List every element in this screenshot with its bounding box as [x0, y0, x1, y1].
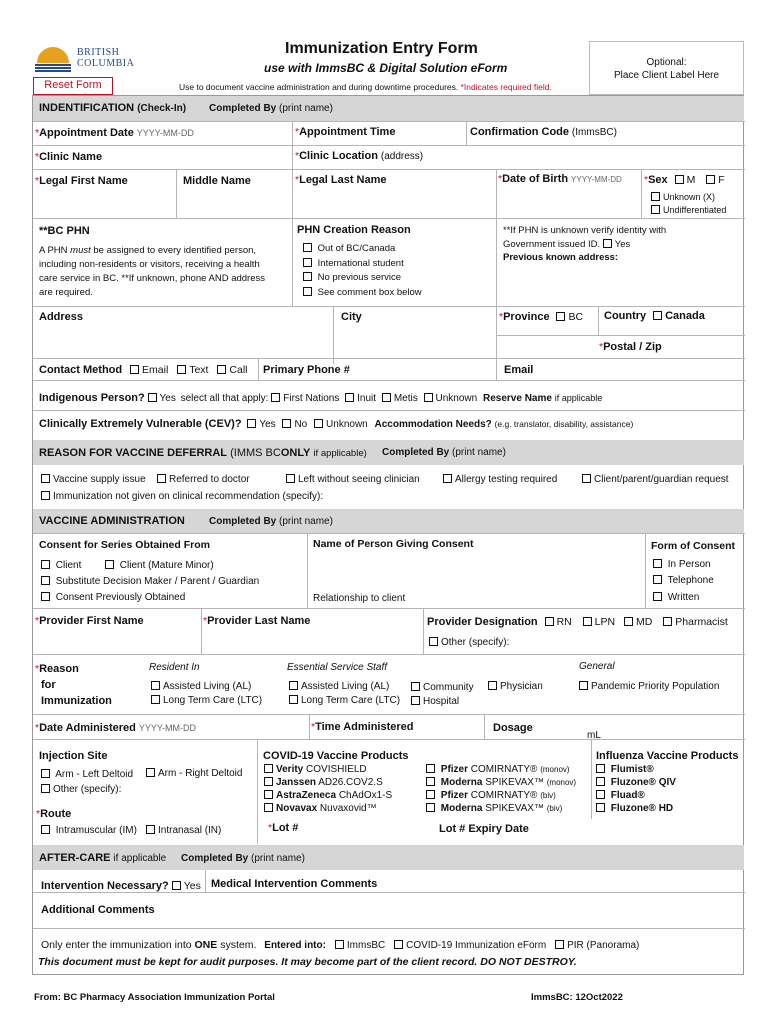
sun-icon — [33, 45, 73, 73]
clinic-location-field[interactable]: *Clinic Location (address) — [295, 150, 424, 162]
instruction-text: Use to document vaccine administration and during downtime procedures. — [179, 82, 459, 92]
form-instruction — [179, 82, 552, 92]
form-subtitle: use with ImmsBC & Digital Solution eForm — [264, 61, 508, 75]
injection-site-label: Injection Site — [39, 750, 108, 762]
reserve-if-applicable: if applicable — [554, 393, 603, 403]
reason-3: Immunization — [41, 695, 112, 707]
aftercare-completed-by[interactable] — [181, 853, 305, 864]
address-sub: (address) — [380, 151, 424, 162]
staff-al-label: Assisted Living (AL) — [301, 681, 390, 692]
intervention-label: Intervention Necessary? — [41, 880, 169, 892]
lot-field[interactable]: *Lot # — [268, 822, 299, 834]
cev-yes-label: Yes — [259, 419, 276, 430]
cev-field — [39, 418, 633, 430]
appointment-date-field[interactable]: *Appointment Date YYYY-MM-DD — [35, 127, 194, 139]
metis-checkbox[interactable] — [382, 393, 391, 402]
staff-al-option[interactable] — [289, 681, 389, 692]
intervention-yes-checkbox[interactable] — [172, 881, 181, 890]
country-label: Country — [604, 310, 647, 322]
contact-call-checkbox[interactable] — [217, 365, 226, 374]
dob-format-hint: YYYY-MM-DD — [571, 175, 622, 184]
date-format-hint: YYYY-MM-DD — [136, 128, 194, 138]
pharmacist-label: Pharmacist — [675, 616, 728, 628]
telephone-option[interactable] — [653, 575, 714, 586]
rn-label: RN — [556, 616, 572, 628]
client-label-placeholder: Place Client Label Here — [613, 70, 720, 81]
flumist-label: Flumist® — [610, 764, 654, 775]
fluzone-hd-label: Fluzone® HD — [610, 803, 674, 814]
bc-logo — [33, 45, 135, 75]
sex-unknown-option[interactable] — [651, 192, 715, 202]
audit-notice: This document must be kept for audit purposes. It may become part of the client record. DO NOT DESTROY. — [38, 956, 577, 968]
relationship-field[interactable]: Relationship to client — [313, 593, 406, 604]
phn-note — [39, 244, 289, 300]
appointment-time-label: Appointment Time — [299, 126, 396, 138]
clinic-name-label: Clinic Name — [39, 151, 103, 163]
cev-no-label: No — [294, 419, 308, 430]
reason-1-label: Out of BC/Canada — [317, 243, 396, 254]
sex-m-checkbox[interactable] — [675, 175, 684, 184]
designation-other-label: Other (specify): — [441, 637, 510, 648]
consent-substitute-option[interactable] — [41, 576, 259, 587]
phn-reason-label: PHN Creation Reason — [297, 224, 411, 236]
province-field: *Province BC — [499, 311, 584, 323]
sex-f-label: F — [718, 174, 725, 186]
cev-no-checkbox[interactable] — [282, 419, 291, 428]
admin-completed-by-label: Completed By — [209, 516, 277, 527]
last-name-label: Legal Last Name — [299, 174, 387, 186]
covid-products-list-1 — [264, 763, 392, 815]
entered-into-label: Entered into: — [264, 940, 326, 951]
contact-email-checkbox[interactable] — [130, 365, 139, 374]
verify-line-2: Government issued ID. — [503, 238, 601, 250]
deferral-option-3[interactable] — [286, 474, 420, 485]
primary-phone-field[interactable]: Primary Phone # — [263, 364, 350, 376]
phn-reason-1[interactable] — [303, 242, 422, 257]
appointment-date-label: Appointment Date — [39, 127, 134, 139]
sex-undiff-option[interactable] — [651, 205, 726, 215]
only-enter-2: system. — [220, 939, 257, 951]
novavax-option[interactable] — [264, 802, 392, 815]
pfizer-biv-tag: (biv) — [540, 791, 556, 800]
country-canada-checkbox[interactable] — [653, 311, 662, 320]
md-label: MD — [636, 616, 653, 628]
verity-option[interactable] — [264, 763, 392, 776]
optional-label: Optional: — [646, 57, 687, 68]
identification-completed-by[interactable] — [209, 103, 333, 114]
province-bc-checkbox[interactable] — [556, 312, 565, 321]
route-label: *Route — [36, 808, 72, 820]
dosage-field[interactable]: Dosage — [493, 722, 533, 734]
astrazeneca-option[interactable] — [264, 789, 392, 802]
phn-reason-2[interactable] — [303, 257, 422, 272]
logo-line2: COLUMBIA — [77, 58, 135, 69]
provider-first-label: Provider First Name — [39, 615, 144, 627]
last-name-field[interactable]: *Legal Last Name — [295, 174, 387, 186]
inuit-label: Inuit — [357, 393, 377, 404]
sex-m-label: M — [686, 174, 696, 186]
identification-title-text: INDENTIFICATION — [39, 102, 135, 114]
phn-note-must: must — [70, 245, 91, 256]
resident-al-option[interactable] — [151, 681, 251, 692]
consent-previous-option[interactable] — [41, 592, 185, 603]
novavax-brand: Novavax — [276, 803, 318, 814]
postal-field[interactable]: *Postal / Zip — [599, 341, 662, 353]
checkin-text: (Check-In) — [137, 103, 187, 114]
arm-left-option[interactable] — [41, 769, 133, 780]
pharmacist-checkbox[interactable] — [663, 617, 672, 626]
moderna-biv-product: SPIKEVAX™ — [485, 803, 544, 814]
deferral-opt-2-label: Referred to doctor — [169, 474, 250, 485]
general-label: General — [579, 661, 615, 672]
reserve-name-label[interactable]: Reserve Name — [483, 393, 552, 404]
arm-right-option[interactable] — [146, 768, 242, 779]
inuit-checkbox[interactable] — [345, 393, 354, 402]
contact-method-field — [39, 364, 248, 376]
novavax-product: Nuvaxovid™ — [319, 803, 377, 814]
lot-label: Lot # — [272, 822, 299, 834]
entered-eform-checkbox[interactable] — [394, 940, 403, 949]
pfizer-biv-option[interactable] — [426, 789, 576, 802]
pfizer-mono-brand: Pfizer — [440, 764, 469, 775]
entered-eform-label: COVID-19 Immunization eForm — [406, 940, 547, 951]
administration-completed-by[interactable] — [209, 516, 333, 527]
contact-email-label: Email — [142, 364, 169, 376]
entered-pir-checkbox[interactable] — [555, 940, 564, 949]
only-enter-one: ONE — [194, 939, 218, 951]
designation-other-field[interactable] — [429, 637, 509, 648]
footer-source: From: BC Pharmacy Association Immunization Portal — [34, 992, 275, 1003]
reason-4-label: See comment box below — [317, 286, 422, 298]
indigenous-unknown-checkbox[interactable] — [424, 393, 433, 402]
arm-left-label: Arm - Left Deltoid — [55, 769, 134, 780]
deferral-option-6[interactable] — [41, 491, 323, 502]
consent-client-option[interactable] — [41, 560, 81, 571]
moderna-mono-option[interactable] — [426, 776, 576, 789]
intramuscular-option[interactable] — [41, 825, 137, 836]
reason-1: Reason — [39, 663, 79, 675]
first-name-field[interactable]: *Legal First Name — [35, 175, 128, 187]
phn-reason-4[interactable] — [303, 286, 422, 301]
sex-f-checkbox[interactable] — [706, 175, 715, 184]
staff-community-label: Community — [423, 682, 474, 693]
reason-2-label: International student — [317, 257, 404, 269]
deferral-completed-by-label: Completed By — [382, 447, 450, 458]
footer-version: ImmsBC: 12Oct2022 — [531, 992, 623, 1003]
telephone-label: Telephone — [667, 575, 714, 586]
province-bc-label: BC — [568, 311, 584, 323]
moderna-biv-brand: Moderna — [440, 803, 483, 814]
contact-method-label: Contact Method — [39, 364, 123, 376]
flu-products-list — [596, 763, 676, 815]
completed-by-label: Completed By — [209, 103, 277, 114]
essential-staff-label: Essential Service Staff — [287, 662, 388, 673]
phn-reason-3[interactable] — [303, 271, 422, 286]
entered-immsbc-label: ImmsBC — [346, 940, 386, 951]
phn-note-3: including non-residents or visitors, receiving a health — [39, 259, 260, 270]
sex-label: Sex — [648, 174, 668, 186]
provider-designation-field — [427, 616, 728, 628]
deferral-only: ONLY — [280, 447, 311, 459]
astra-brand: AstraZeneca — [276, 790, 337, 801]
pfizer-mono-option[interactable] — [426, 763, 576, 776]
metis-label: Metis — [393, 393, 418, 404]
phn-reason-options — [303, 242, 422, 300]
dob-field[interactable]: *Date of Birth YYYY-MM-DD — [498, 173, 622, 185]
astra-product: ChAdOx1-S — [338, 790, 393, 801]
phn-note-1: A PHN — [39, 245, 68, 256]
deferral-completed-by[interactable] — [382, 447, 506, 458]
client-label-box[interactable] — [589, 41, 744, 95]
deferral-opt-3-label: Left without seeing clinician — [298, 474, 420, 485]
contact-text-checkbox[interactable] — [177, 365, 186, 374]
in-person-label: In Person — [667, 559, 711, 570]
consent-series-label: Consent for Series Obtained From — [39, 539, 210, 551]
print-name-hint: (print name) — [279, 103, 333, 114]
pandemic-option[interactable] — [579, 681, 719, 692]
reason-3-label: No previous service — [317, 272, 402, 283]
phn-note-2: be assigned to every identified person, — [93, 245, 257, 256]
phn-note-5: are required. — [39, 287, 93, 298]
intervention-field — [41, 880, 201, 892]
verify-yes-checkbox[interactable] — [603, 239, 612, 248]
lpn-checkbox[interactable] — [583, 617, 592, 626]
form-title: Immunization Entry Form — [285, 40, 478, 57]
confirmation-code-label: Confirmation Code — [470, 126, 569, 138]
person-consent-field[interactable]: Name of Person Giving Consent — [313, 538, 474, 550]
entered-immsbc-checkbox[interactable] — [335, 940, 344, 949]
time-admin-label: Time Administered — [315, 721, 414, 733]
rn-checkbox[interactable] — [545, 617, 554, 626]
resident-in-label: Resident In — [149, 662, 200, 673]
covid-products-title: COVID-19 Vaccine Products — [263, 750, 409, 762]
form-consent-label: Form of Consent — [651, 540, 735, 552]
resident-ltc-option[interactable] — [151, 695, 262, 706]
moderna-mono-brand: Moderna — [440, 777, 483, 788]
aftercare-if-applicable: if applicable — [113, 853, 167, 864]
moderna-biv-tag: (biv) — [546, 804, 563, 813]
intranasal-option[interactable] — [146, 825, 221, 836]
staff-ltc-label: Long Term Care (LTC) — [301, 695, 401, 706]
cev-yes-checkbox[interactable] — [247, 419, 256, 428]
pfizer-mono-tag: (monov) — [540, 765, 570, 774]
provider-last-field[interactable]: *Provider Last Name — [203, 615, 311, 627]
select-all-text: select all that apply: — [180, 393, 269, 404]
address-field[interactable]: Address — [39, 311, 84, 323]
md-checkbox[interactable] — [624, 617, 633, 626]
moderna-mono-tag: (monov) — [546, 778, 577, 787]
pfizer-biv-brand: Pfizer — [440, 790, 469, 801]
fluad-option[interactable] — [596, 789, 676, 802]
confirmation-code-field[interactable] — [470, 126, 617, 138]
in-person-option[interactable] — [653, 559, 711, 570]
arm-right-label: Arm - Right Deltoid — [158, 768, 243, 779]
indigenous-yes-label: Yes — [159, 393, 176, 404]
intramuscular-label: Intramuscular (IM) — [55, 825, 137, 836]
janssen-product: AD26.COV2.S — [318, 777, 383, 788]
first-nations-label: First Nations — [283, 393, 340, 404]
flu-products-title: Influenza Vaccine Products — [596, 750, 739, 762]
deferral-option-1[interactable] — [41, 474, 146, 485]
entry-system-line — [41, 939, 639, 951]
verity-brand: Verity — [276, 764, 304, 775]
staff-community-option[interactable] — [411, 682, 474, 693]
deferral-opt-6-label: Immunization not given on clinical recommendation (specify): — [53, 491, 324, 502]
logo-line1: BRITISH — [77, 47, 120, 58]
additional-comments-field[interactable]: Additional Comments — [41, 904, 155, 916]
reason-immunization-label: *Reason for Immunization — [35, 663, 112, 707]
janssen-option[interactable] — [264, 776, 392, 789]
staff-physician-option[interactable] — [488, 681, 543, 692]
janssen-brand: Janssen — [276, 777, 317, 788]
administration-title: VACCINE ADMINISTRATION — [39, 515, 185, 527]
deferral-title-3: if applicable) — [313, 448, 367, 459]
consent-mature-label: Client (Mature Minor) — [119, 560, 214, 571]
dob-label: Date of Birth — [502, 173, 569, 185]
appointment-time-field[interactable]: *Appointment Time — [295, 126, 396, 138]
country-field — [604, 310, 705, 322]
staff-physician-label: Physician — [500, 681, 543, 692]
date-admin-label: Date Administered — [39, 722, 136, 734]
previous-address-label: Previous known address: — [503, 252, 619, 263]
verity-product: COVISHIELD — [306, 764, 367, 775]
verify-yes-label: Yes — [614, 238, 631, 250]
intervention-comments-field[interactable]: Medical Intervention Comments — [211, 878, 378, 890]
bc-phn-field[interactable]: **BC PHN — [39, 225, 90, 237]
phn-verify — [503, 224, 666, 265]
middle-name-field[interactable]: Middle Name — [183, 175, 251, 187]
first-nations-checkbox[interactable] — [271, 393, 280, 402]
postal-label: Postal / Zip — [603, 341, 662, 353]
resident-ltc-label: Long Term Care (LTC) — [163, 695, 263, 706]
accommodation-eg: (e.g. translator, disability, assistance) — [494, 419, 634, 429]
indigenous-field — [39, 392, 602, 404]
pfizer-mono-product: COMIRNATY® — [470, 764, 538, 775]
sex-unknown-label: Unknown (X) — [663, 192, 716, 202]
consent-mature-option[interactable] — [105, 560, 214, 571]
intranasal-label: Intranasal (IN) — [158, 825, 222, 836]
deferral-title — [39, 447, 367, 459]
cev-unknown-label: Unknown — [326, 419, 368, 430]
deferral-title-text: REASON FOR VACCINE DEFERRAL — [39, 447, 228, 459]
indigenous-unknown-label: Unknown — [435, 393, 478, 404]
clinic-name-field[interactable]: *Clinic Name — [35, 151, 103, 163]
flumist-option[interactable] — [596, 763, 676, 776]
site-other-label: Other (specify): — [53, 784, 122, 795]
aftercare-title — [39, 852, 166, 864]
province-label: Province — [503, 311, 550, 323]
entered-pir-label: PIR (Panorama) — [567, 940, 640, 951]
first-name-label: Legal First Name — [39, 175, 128, 187]
pfizer-biv-product: COMIRNATY® — [470, 790, 538, 801]
aftercare-title-text: AFTER-CARE — [39, 852, 111, 864]
verify-line-1: **If PHN is unknown verify identity with — [503, 225, 667, 236]
city-field[interactable]: City — [341, 311, 362, 323]
country-canada-label: Canada — [665, 310, 705, 322]
time-administered-field[interactable]: *Time Administered — [311, 721, 414, 733]
covid-products-list-2 — [426, 763, 576, 815]
written-label: Written — [667, 592, 700, 603]
deferral-opt-1-label: Vaccine supply issue — [53, 474, 146, 485]
moderna-biv-option[interactable] — [426, 802, 576, 815]
consent-previous-label: Consent Previously Obtained — [55, 592, 186, 603]
staff-hospital-label: Hospital — [423, 696, 460, 707]
deferral-print-name: (print name) — [452, 447, 506, 458]
consent-client-label: Client — [55, 560, 82, 571]
indigenous-yes-checkbox[interactable] — [148, 393, 157, 402]
fluzone-qiv-label: Fluzone® QIV — [610, 777, 676, 788]
lpn-label: LPN — [594, 616, 616, 628]
immunization-form — [32, 95, 744, 975]
ml-unit: mL — [587, 730, 601, 741]
intervention-yes-label: Yes — [183, 880, 201, 892]
reason-2: for — [41, 679, 56, 691]
only-enter-1: Only enter the immunization into — [41, 939, 192, 951]
deferral-title-2: (IMMS BC — [230, 447, 281, 459]
staff-ltc-option[interactable] — [289, 695, 400, 706]
sex-field: *Sex M F — [644, 174, 725, 186]
fluzone-qiv-option[interactable] — [596, 776, 676, 789]
required-note: *Indicates required field. — [460, 82, 552, 92]
deferral-option-2[interactable] — [157, 474, 250, 485]
resident-al-label: Assisted Living (AL) — [163, 681, 252, 692]
clinic-location-label: Clinic Location — [299, 150, 378, 162]
email-field[interactable]: Email — [504, 364, 534, 376]
pandemic-label: Pandemic Priority Population — [591, 681, 720, 692]
cev-unknown-checkbox[interactable] — [314, 419, 323, 428]
lot-expiry-field[interactable]: Lot # Expiry Date — [439, 823, 529, 835]
aftercare-completed-by-label: Completed By — [181, 853, 249, 864]
cev-label: Clinically Extremely Vulnerable (CEV)? — [39, 418, 242, 430]
date-administered-field[interactable]: *Date Administered YYYY-MM-DD — [35, 722, 196, 734]
fluzone-hd-option[interactable] — [596, 802, 676, 815]
phn-note-4: care service in BC. **If unknown, phone AND address — [39, 273, 266, 284]
provider-designation-label: Provider Designation — [427, 616, 538, 628]
written-option[interactable] — [653, 592, 699, 603]
contact-text-label: Text — [189, 364, 209, 376]
deferral-opt-5-label: Client/parent/guardian request — [594, 474, 729, 485]
contact-call-label: Call — [229, 364, 248, 376]
indigenous-label: Indigenous Person? — [39, 392, 145, 404]
sex-undiff-label: Undifferentiated — [663, 205, 727, 215]
staff-hospital-option[interactable] — [411, 696, 459, 707]
deferral-opt-4-label: Allergy testing required — [455, 474, 558, 485]
identification-title — [39, 102, 186, 114]
site-other-option[interactable] — [41, 784, 121, 795]
admin-print-name: (print name) — [279, 516, 333, 527]
deferral-option-5[interactable] — [582, 474, 729, 485]
provider-first-field[interactable]: *Provider First Name — [35, 615, 144, 627]
confirmation-sub: (ImmsBC) — [571, 127, 617, 138]
provider-last-label: Provider Last Name — [207, 615, 311, 627]
accommodation-label[interactable]: Accommodation Needs? — [374, 419, 492, 430]
fluad-label: Fluad® — [610, 790, 645, 801]
deferral-option-4[interactable] — [443, 474, 557, 485]
aftercare-print-name: (print name) — [251, 853, 305, 864]
consent-substitute-label: Substitute Decision Maker / Parent / Guardian — [55, 576, 260, 587]
moderna-mono-product: SPIKEVAX™ — [485, 777, 544, 788]
date-admin-format: YYYY-MM-DD — [138, 723, 196, 733]
reset-form-button[interactable]: Reset Form — [33, 77, 113, 95]
route-label-text: Route — [40, 808, 72, 820]
